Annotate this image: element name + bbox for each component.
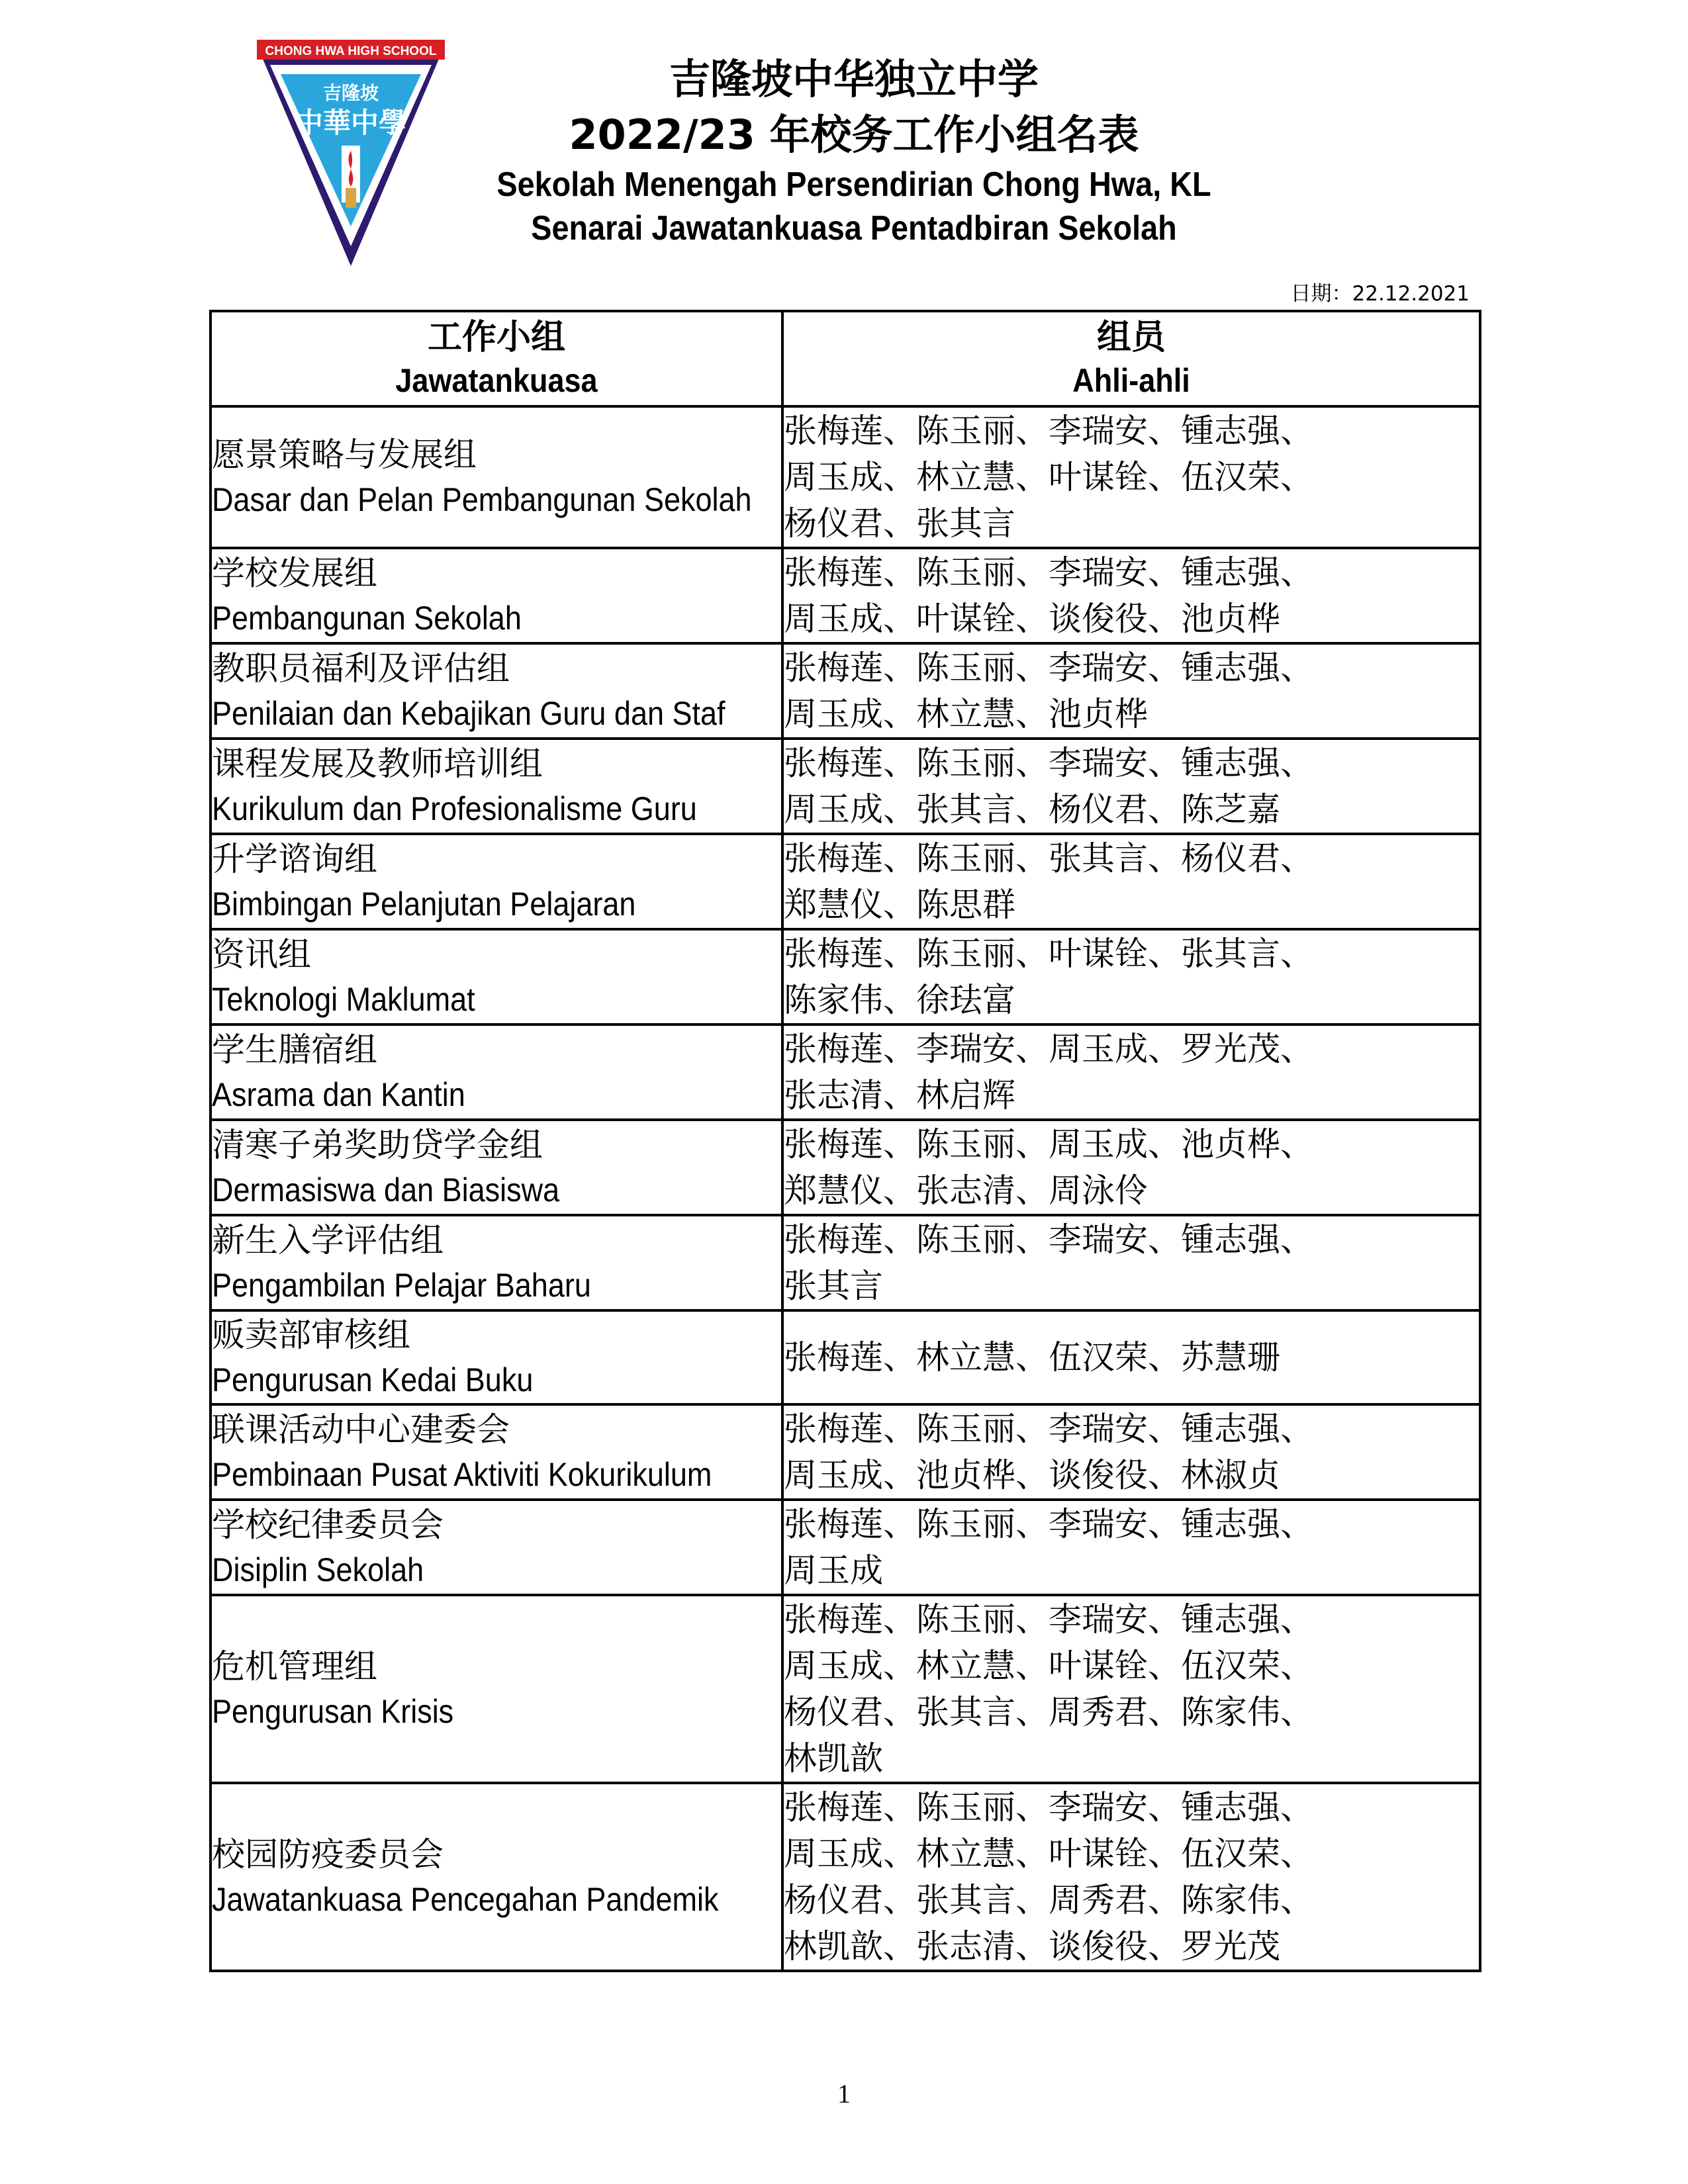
members-cell xyxy=(782,1500,1480,1595)
committee-name-cn: 升学谘询组 xyxy=(212,840,377,878)
committee-name-cn: 联课活动中心建委会 xyxy=(212,1410,510,1449)
document-title-ms: Senarai Jawatankuasa Pentadbiran Sekolah xyxy=(531,209,1177,248)
table-header-row xyxy=(211,311,1480,406)
document-title-cn: 2022/23 年校务工作小组名表 xyxy=(569,111,1139,159)
table-row xyxy=(211,406,1480,548)
members-line: 杨仪君、张其言 xyxy=(784,504,1015,543)
document-date: 日期：22.12.2021 xyxy=(1290,282,1470,306)
committee-name-cn: 校园防疫委员会 xyxy=(212,1835,444,1874)
table-row xyxy=(211,1024,1480,1120)
committee-name-ms: Penilaian dan Kebajikan Guru dan Staf xyxy=(212,695,726,732)
committee-name-cn: 学生膳宿组 xyxy=(212,1030,377,1069)
members-line: 周玉成、池贞桦、谈俊役、林淑贞 xyxy=(784,1456,1280,1494)
members-line: 林凯歆 xyxy=(784,1739,883,1778)
table-row xyxy=(211,929,1480,1024)
members-line: 张其言 xyxy=(784,1267,883,1305)
header-members-cn: 组员 xyxy=(1096,318,1166,357)
committee-name-cell xyxy=(211,1404,782,1500)
committee-name-cn: 课程发展及教师培训组 xyxy=(212,745,543,783)
committee-name-ms: Pembinaan Pusat Aktiviti Kokurikulum xyxy=(212,1456,712,1493)
committee-name-cell xyxy=(211,643,782,739)
header-group xyxy=(211,311,782,406)
committee-name-cn: 教职员福利及评估组 xyxy=(212,649,510,688)
members-line: 张梅莲、陈玉丽、周玉成、池贞桦、 xyxy=(784,1125,1313,1163)
members-cell xyxy=(782,834,1480,929)
committee-name-cell xyxy=(211,1500,782,1595)
members-line: 周玉成、林立慧、叶谋铨、伍汉荣、 xyxy=(784,1647,1313,1685)
committee-name-cn: 贩卖部审核组 xyxy=(212,1316,410,1354)
logo-school-text: 中華中學 xyxy=(295,107,407,139)
members-line: 杨仪君、张其言、周秀君、陈家伟、 xyxy=(784,1881,1313,1919)
members-line: 陈家伟、徐珐富 xyxy=(784,981,1015,1019)
members-cell xyxy=(782,1215,1480,1310)
committee-name-ms: Bimbingan Pelanjutan Pelajaran xyxy=(212,886,636,923)
committee-name-cell xyxy=(211,1310,782,1404)
committee-name-cn: 资讯组 xyxy=(212,935,311,974)
table-row xyxy=(211,739,1480,834)
members-line: 林凯歆、张志清、谈俊役、罗光茂 xyxy=(784,1927,1280,1966)
members-cell xyxy=(782,1310,1480,1404)
header-group-cn: 工作小组 xyxy=(427,318,565,357)
committee-name-cn: 愿景策略与发展组 xyxy=(212,435,477,474)
committee-name-cell xyxy=(211,739,782,834)
committee-name-ms: Asrama dan Kantin xyxy=(212,1076,465,1113)
members-line: 张梅莲、陈玉丽、李瑞安、锺志强、 xyxy=(784,1600,1313,1639)
committee-name-ms: Pengurusan Krisis xyxy=(212,1693,454,1730)
committee-name-cell xyxy=(211,1595,782,1783)
members-cell xyxy=(782,739,1480,834)
members-line: 张梅莲、陈玉丽、李瑞安、锺志强、 xyxy=(784,1220,1313,1259)
members-line: 张梅莲、陈玉丽、李瑞安、锺志强、 xyxy=(784,553,1313,592)
table-row xyxy=(211,643,1480,739)
table-row xyxy=(211,1215,1480,1310)
members-cell xyxy=(782,1024,1480,1120)
members-line: 张梅莲、陈玉丽、叶谋铨、张其言、 xyxy=(784,934,1313,973)
members-line: 张志清、林启辉 xyxy=(784,1076,1015,1115)
committee-name-cell xyxy=(211,1215,782,1310)
committee-name-cn: 学校纪律委员会 xyxy=(212,1506,444,1544)
members-line: 张梅莲、陈玉丽、李瑞安、锺志强、 xyxy=(784,1410,1313,1448)
page-number: 1 xyxy=(837,2079,851,2109)
committee-name-ms: Pengurusan Kedai Buku xyxy=(212,1361,534,1398)
table-row xyxy=(211,834,1480,929)
members-line: 周玉成、叶谋铨、谈俊役、池贞桦 xyxy=(784,600,1280,638)
committee-name-ms: Kurikulum dan Profesionalisme Guru xyxy=(212,790,697,827)
members-line: 杨仪君、张其言、周秀君、陈家伟、 xyxy=(784,1693,1313,1731)
logo-banner-text: CHONG HWA HIGH SCHOOL xyxy=(265,44,437,58)
members-line: 张梅莲、陈玉丽、李瑞安、锺志强、 xyxy=(784,412,1313,450)
committee-name-ms: Dasar dan Pelan Pembangunan Sekolah xyxy=(212,481,752,518)
table-row xyxy=(211,1120,1480,1215)
committee-name-ms: Disiplin Sekolah xyxy=(212,1551,424,1588)
committee-name-cell xyxy=(211,1783,782,1971)
committee-name-ms: Pengambilan Pelajar Baharu xyxy=(212,1267,591,1304)
header-members xyxy=(782,311,1480,406)
committee-name-cell xyxy=(211,406,782,548)
members-line: 周玉成、林立慧、叶谋铨、伍汉荣、 xyxy=(784,1835,1313,1873)
committee-name-cell xyxy=(211,1024,782,1120)
members-line: 张梅莲、陈玉丽、李瑞安、锺志强、 xyxy=(784,649,1313,687)
header-members-ms: Ahli-ahli xyxy=(1072,362,1190,399)
members-cell xyxy=(782,1783,1480,1971)
members-cell xyxy=(782,1404,1480,1500)
committee-name-cn: 危机管理组 xyxy=(212,1647,377,1686)
committee-name-cn: 学校发展组 xyxy=(212,554,377,592)
members-line: 郑慧仪、陈思群 xyxy=(784,886,1015,924)
members-line: 周玉成 xyxy=(784,1551,883,1590)
committee-name-cn: 清寒子弟奖助贷学金组 xyxy=(212,1126,543,1164)
members-line: 张梅莲、陈玉丽、李瑞安、锺志强、 xyxy=(784,744,1313,782)
committee-name-cell xyxy=(211,834,782,929)
school-name-cn: 吉隆坡中华独立中学 xyxy=(669,55,1039,103)
committee-name-ms: Dermasiswa dan Biasiswa xyxy=(212,1171,560,1208)
members-line: 周玉成、张其言、杨仪君、陈芝嘉 xyxy=(784,790,1280,829)
table-row xyxy=(211,1595,1480,1783)
school-logo xyxy=(252,33,450,278)
committee-name-cell xyxy=(211,929,782,1024)
committee-name-ms: Pembangunan Sekolah xyxy=(212,600,522,637)
logo-city-text: 吉隆坡 xyxy=(322,82,379,104)
committee-name-cn: 新生入学评估组 xyxy=(212,1221,444,1259)
committee-name-ms: Teknologi Maklumat xyxy=(212,981,475,1018)
members-line: 周玉成、林立慧、池贞桦 xyxy=(784,695,1148,733)
table-row xyxy=(211,1783,1480,1971)
table-row xyxy=(211,1310,1480,1404)
members-line: 张梅莲、陈玉丽、李瑞安、锺志强、 xyxy=(784,1788,1313,1827)
members-line: 张梅莲、陈玉丽、李瑞安、锺志强、 xyxy=(784,1505,1313,1543)
members-cell xyxy=(782,406,1480,548)
members-cell xyxy=(782,1595,1480,1783)
table-row xyxy=(211,1500,1480,1595)
members-line: 张梅莲、林立慧、伍汉荣、苏慧珊 xyxy=(784,1338,1280,1377)
document-header xyxy=(424,52,1284,250)
table-row xyxy=(211,548,1480,643)
members-line: 郑慧仪、张志清、周泳伶 xyxy=(784,1171,1148,1210)
committee-name-cell xyxy=(211,1120,782,1215)
members-cell xyxy=(782,929,1480,1024)
members-cell xyxy=(782,548,1480,643)
table-row xyxy=(211,1404,1480,1500)
committee-name-cell xyxy=(211,548,782,643)
committee-table xyxy=(209,310,1481,1972)
members-cell xyxy=(782,1120,1480,1215)
members-line: 张梅莲、李瑞安、周玉成、罗光茂、 xyxy=(784,1030,1313,1068)
school-name-ms: Sekolah Menengah Persendirian Chong Hwa, KL xyxy=(496,165,1211,204)
members-line: 周玉成、林立慧、叶谋铨、伍汉荣、 xyxy=(784,458,1313,496)
committee-name-ms: Jawatankuasa Pencegahan Pandemik xyxy=(212,1881,719,1918)
header-group-ms: Jawatankuasa xyxy=(395,362,598,399)
members-line: 张梅莲、陈玉丽、张其言、杨仪君、 xyxy=(784,839,1313,878)
members-cell xyxy=(782,643,1480,739)
